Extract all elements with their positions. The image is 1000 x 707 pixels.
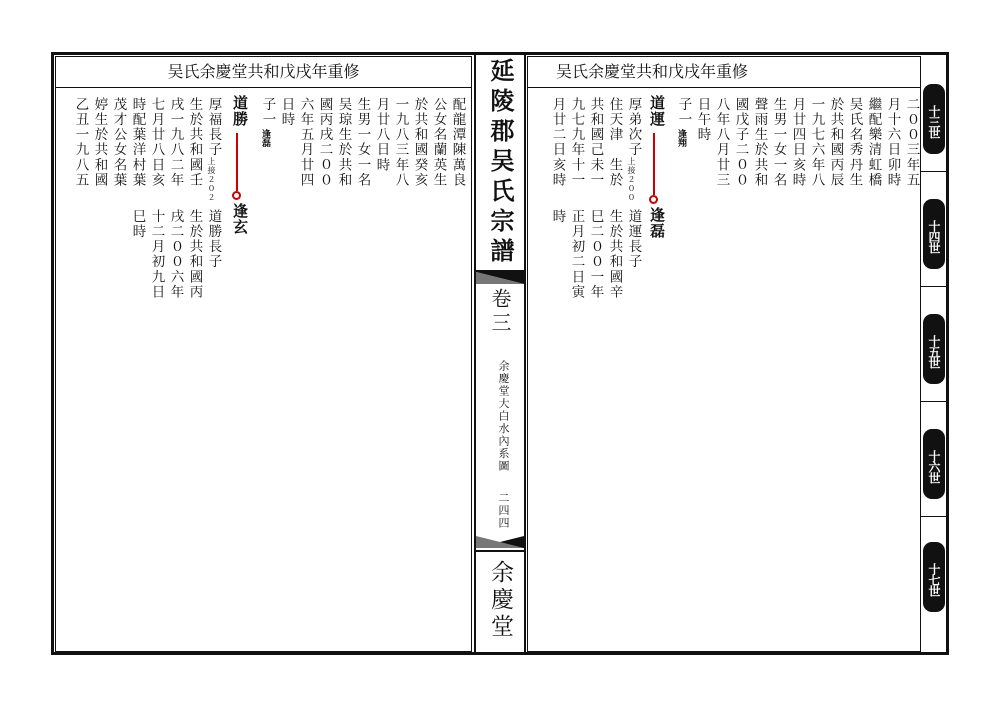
person-name: 道勝 xyxy=(231,95,249,127)
child-name: 逢玄 xyxy=(231,203,249,235)
text-column: 生於共和國辛 xyxy=(606,209,623,300)
volume-label: 卷三 xyxy=(488,288,512,336)
spine-divider xyxy=(476,550,524,552)
spine-footer: 余慶堂 xyxy=(487,560,513,641)
text-column: 住天津 生於 xyxy=(606,97,623,188)
text-column: 婷生於共和國 xyxy=(91,97,108,188)
text-column: 生男一女一名 xyxy=(354,97,371,188)
text-column: 日午時 xyxy=(694,97,711,143)
tab-generation-16[interactable]: 十六世 xyxy=(923,429,945,499)
text-column: 正月初二日寅 xyxy=(568,209,585,300)
text-column: 於共和國丙辰 xyxy=(827,97,844,188)
generation-tabs xyxy=(921,56,947,652)
text-column: 配龍潭陳萬良 xyxy=(449,97,466,188)
text-column: 十二月初九日 xyxy=(148,209,165,300)
text-column: 生男一女一名 xyxy=(770,97,787,188)
left-page xyxy=(55,56,472,652)
text-column: 戌一九八二年 xyxy=(167,97,184,188)
page-number: 二四四 xyxy=(497,492,510,530)
spine-wedge-bottom xyxy=(476,536,524,548)
son-note: 逢翔 xyxy=(676,129,686,147)
tab-generation-17[interactable]: 十七世 xyxy=(923,542,945,612)
tab-generation-15[interactable]: 十五世 xyxy=(923,314,945,384)
tab-divider xyxy=(921,401,947,402)
child-name: 逢磊 xyxy=(648,207,666,239)
tab-generation-14[interactable]: 十四世 xyxy=(923,199,945,269)
text-column: 月廿四日亥時 xyxy=(789,97,806,188)
book-spine xyxy=(474,52,526,655)
lineage-marker xyxy=(649,195,658,204)
text-column: 厚福長子 xyxy=(205,97,222,158)
text-column: 聲雨生於共和 xyxy=(751,97,768,188)
text-column: 七月廿八日亥 xyxy=(148,97,165,188)
lineage-line xyxy=(653,133,655,195)
person-name: 道運 xyxy=(648,95,666,127)
text-column: 一九八三年八 xyxy=(392,97,409,188)
text-column: 共和國己未一 xyxy=(587,97,604,188)
text-column: 時配葉洋村葉 xyxy=(129,97,146,188)
spine-title: 延陵郡吴氏宗譜 xyxy=(486,58,515,268)
text-column: 生於共和國丙 xyxy=(186,209,203,300)
spine-wedge-top xyxy=(476,272,524,284)
tab-divider xyxy=(921,516,947,517)
text-column: 九七九年十一 xyxy=(568,97,585,188)
text-column: 於共和國癸亥 xyxy=(411,97,428,188)
text-column: 吴琼生於共和 xyxy=(335,97,352,188)
text-column: 子一 xyxy=(675,97,692,128)
lineage-note: 上接２００ xyxy=(627,157,636,202)
text-column: 厚弟次子 xyxy=(625,97,642,158)
left-page-header: 吴氏余慶堂共和戊戌年重修 xyxy=(56,57,471,88)
lineage-note: 上接２０２ xyxy=(207,157,216,202)
text-column: 戌二００六年 xyxy=(167,209,184,300)
text-column: 時 xyxy=(549,209,566,225)
text-column: 二００三年五 xyxy=(903,97,920,188)
text-column: 乙丑一九八五 xyxy=(72,97,89,188)
text-column: 八年八月廿三 xyxy=(713,97,730,188)
text-column: 巳時 xyxy=(129,209,146,240)
text-column: 日時 xyxy=(278,97,295,128)
tab-divider xyxy=(921,171,947,172)
text-column: 月廿八日時 xyxy=(373,97,390,173)
right-page-header: 吴氏余慶堂共和戊戌年重修 xyxy=(528,57,920,88)
text-column: 月廿二日亥時 xyxy=(549,97,566,188)
text-column: 公女名蘭英生 xyxy=(430,97,447,188)
text-column: 子一 xyxy=(259,97,276,128)
spine-subtitle: 余慶堂大白水內系圖 xyxy=(497,360,510,473)
text-column: 茂才公女名葉 xyxy=(110,97,127,188)
lineage-line xyxy=(236,133,238,191)
text-column: 國丙戌二００ xyxy=(316,97,333,188)
right-page xyxy=(527,56,921,652)
text-column: 國戊子二００ xyxy=(732,97,749,188)
text-column: 六年五月廿四 xyxy=(297,97,314,188)
text-column: 一九七六年八 xyxy=(808,97,825,188)
tab-divider xyxy=(921,286,947,287)
text-column: 道勝長子 xyxy=(205,209,222,270)
text-column: 月十六日卯時 xyxy=(884,97,901,188)
text-column: 生於共和國壬 xyxy=(186,97,203,188)
son-note: 逢磊 xyxy=(260,129,270,147)
text-column: 繼配樂清虹橋 xyxy=(865,97,882,188)
text-column: 道運長子 xyxy=(625,209,642,270)
text-column: 吴氏名秀丹生 xyxy=(846,97,863,188)
lineage-marker xyxy=(232,191,241,200)
tab-generation-13[interactable]: 十三世 xyxy=(923,84,945,154)
text-column: 巳二００一年 xyxy=(587,209,604,300)
